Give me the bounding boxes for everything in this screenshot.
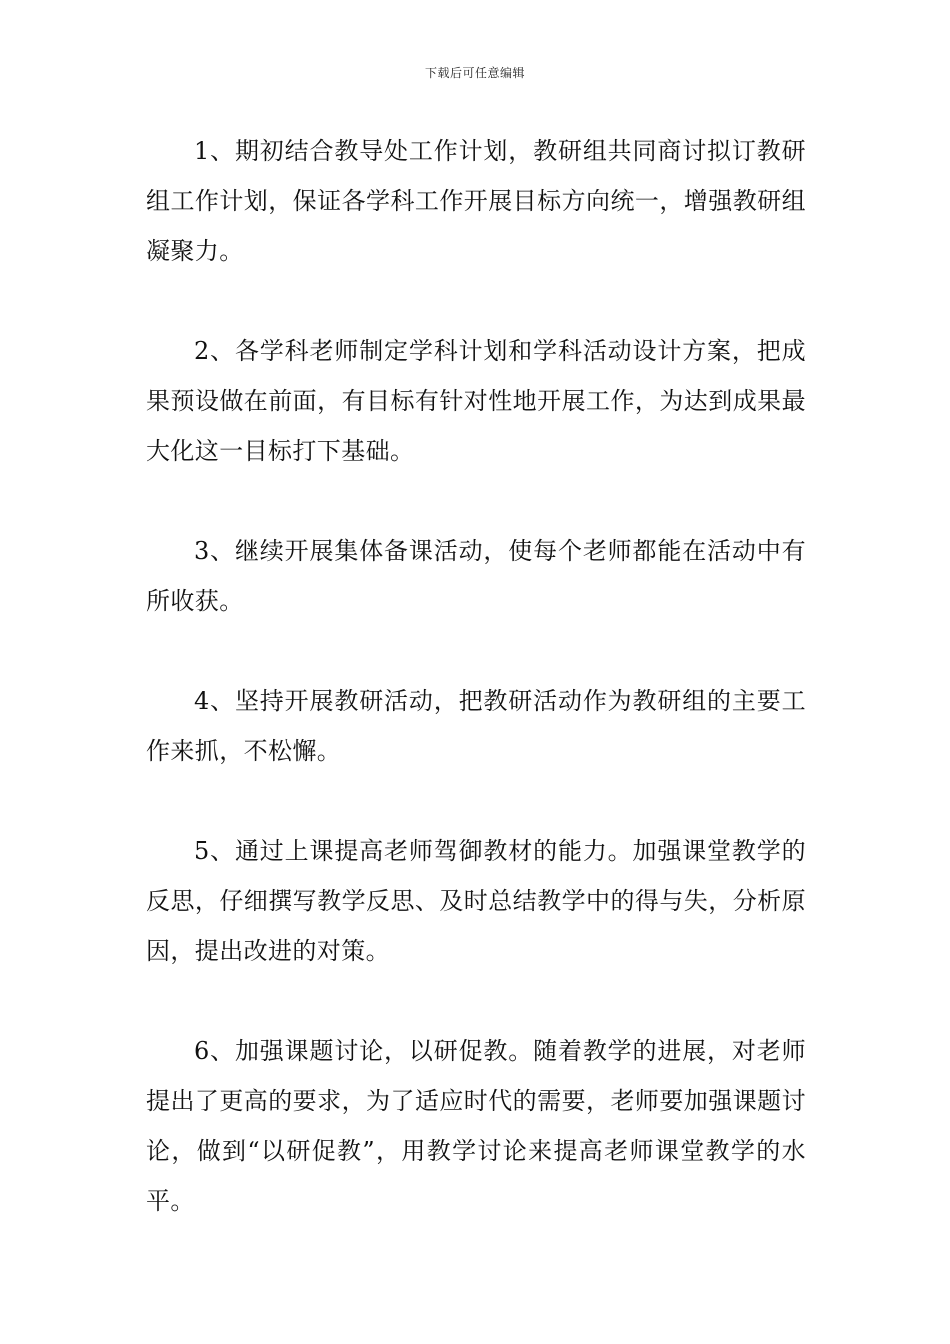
paragraph-1: 1、期初结合教导处工作计划，教研组共同商讨拟订教研组工作计划，保证各学科工作开展目标方向统一，增强教研组凝聚力。 [146, 137, 806, 265]
paragraph-3: 3、继续开展集体备课活动，使每个老师都能在活动中有所收获。 [146, 537, 806, 615]
paragraph-2: 2、各学科老师制定学科计划和学科活动设计方案，把成果预设做在前面，有目标有针对性地开展工作，为达到成果最大化这一目标打下基础。 [146, 337, 806, 465]
paragraph-5: 5、通过上课提高老师驾御教材的能力。加强课堂教学的反思，仔细撰写教学反思、及时总结教学中的得与失，分析原因，提出改进的对策。 [146, 837, 806, 965]
paragraph-6: 6、加强课题讨论，以研促教。随着教学的进展，对老师提出了更高的要求，为了适应时代的需要，老师要加强课题讨论，做到“以研促教”，用教学讨论来提高老师课堂教学的水平。 [146, 1037, 806, 1215]
document-body [146, 126, 806, 1226]
paragraph-4: 4、坚持开展教研活动，把教研活动作为教研组的主要工作来抓，不松懈。 [146, 687, 806, 765]
page-header: 下载后可任意编辑 [424, 66, 525, 80]
